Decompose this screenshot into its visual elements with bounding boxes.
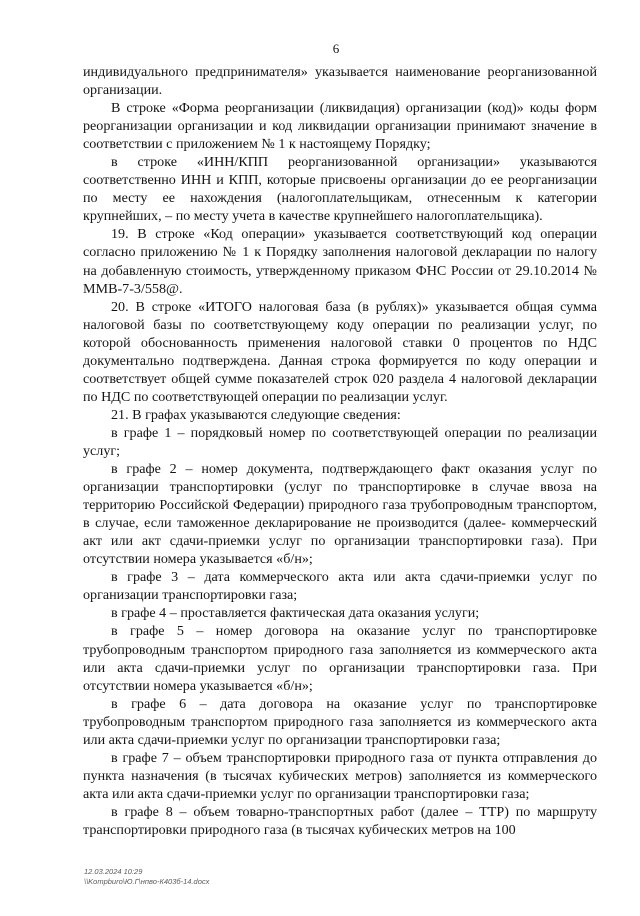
- paragraph-reorganization-form: В строке «Форма реорганизации (ликвидация) организации (код)» коды форм реорганизации организации и код ликвидации организации принимают значение в соответствии с приложением № 1 к настоящему Порядку;: [83, 100, 597, 153]
- paragraph-column-6: в графе 6 – дата договора на оказание услуг по транспортировке трубопроводным транспортом природного газа заполняется из коммерческого акта или акта сдачи-приемки услуг по организации транспортировки газа;: [83, 695, 597, 748]
- paragraph-inn-kpp: в строке «ИНН/КПП реорганизованной организации» указываются соответственно ИНН и КПП, которые присвоены организации до ее реорганизации по месту ее нахождения (налогоплательщикам, отнесенным к категории крупнейших, – по месту учета в качестве крупнейшего налогоплательщика).: [83, 154, 597, 225]
- paragraph-column-5: в графе 5 – номер договора на оказание услуг по транспортировке трубопроводным транспортом природного газа заполняется из коммерческого акта или акта сдачи-приемки услуг по организации транспортировки газа. При отсутствии номера указывается «б/н»;: [83, 623, 597, 694]
- paragraph-column-7: в графе 7 – объем транспортировки природного газа от пункта отправления до пункта назначения (в тысячах кубических метров) заполняется из коммерческого акта или акта сдачи-приемки услуг по организации транспортировки газа;: [83, 749, 597, 802]
- document-footer: [84, 867, 209, 887]
- page-number: 6: [332, 41, 340, 56]
- paragraph-column-4: в графе 4 – проставляется фактическая дата оказания услуги;: [111, 605, 480, 622]
- paragraph-20-tax-base-total: 20. В строке «ИТОГО налоговая база (в рублях)» указывается общая сумма налоговой базы по соответствующему коду операции по реализации услуг, по которой обоснованность применения налоговой ставки 0 процентов по НДС документально подтверждена. Данная строка формируется по коду операции и соответствует общей сумме показателей строк 020 раздела 4 налоговой декларации по НДС по соответствующей операции по реализации услуг.: [83, 298, 597, 405]
- paragraph-column-8: в графе 8 – объем товарно-транспортных работ (далее – ТТР) по маршруту транспортировки природного газа (в тысячах кубических метров на 100: [83, 803, 597, 838]
- paragraph-21-columns-intro: 21. В графах указываются следующие сведения:: [111, 406, 401, 423]
- paragraph-column-3: в графе 3 – дата коммерческого акта или акта сдачи-приемки услуг по организации транспортировки газа;: [83, 569, 597, 604]
- footer-timestamp: 12.03.2024 10:29: [84, 867, 143, 876]
- paragraph-column-1: в графе 1 – порядковый номер по соответствующей операции по реализации услуг;: [83, 424, 597, 459]
- footer-file-path: \\Kompburo\Ю.Г\нпво-К403б-14.docx: [84, 877, 210, 886]
- paragraph-column-2: в графе 2 – номер документа, подтверждающего факт оказания услуг по организации транспортировки (услуг по транспортировке в случае ввоза на территорию Российской Федерации) природного газа трубопроводным транспортом, в случае, если таможенное декларирование не производится (далее- коммерческий акт или акт сдачи-приемки услуг по организации транспортировки газа). При отсутствии номера указывается «б/н»;: [83, 461, 597, 568]
- document-body: [83, 63, 597, 839]
- paragraph-1-continuation: индивидуального предпринимателя» указывается наименование реорганизованной организации.: [83, 64, 597, 99]
- paragraph-19-operation-code: 19. В строке «Код операции» указывается соответствующий код операции согласно приложению № 1 к Порядку заполнения налоговой декларации по налогу на добавленную стоимость, утвержденному приказом ФНС России от 29.10.2014 № ММВ-7-3/558@.: [83, 226, 597, 297]
